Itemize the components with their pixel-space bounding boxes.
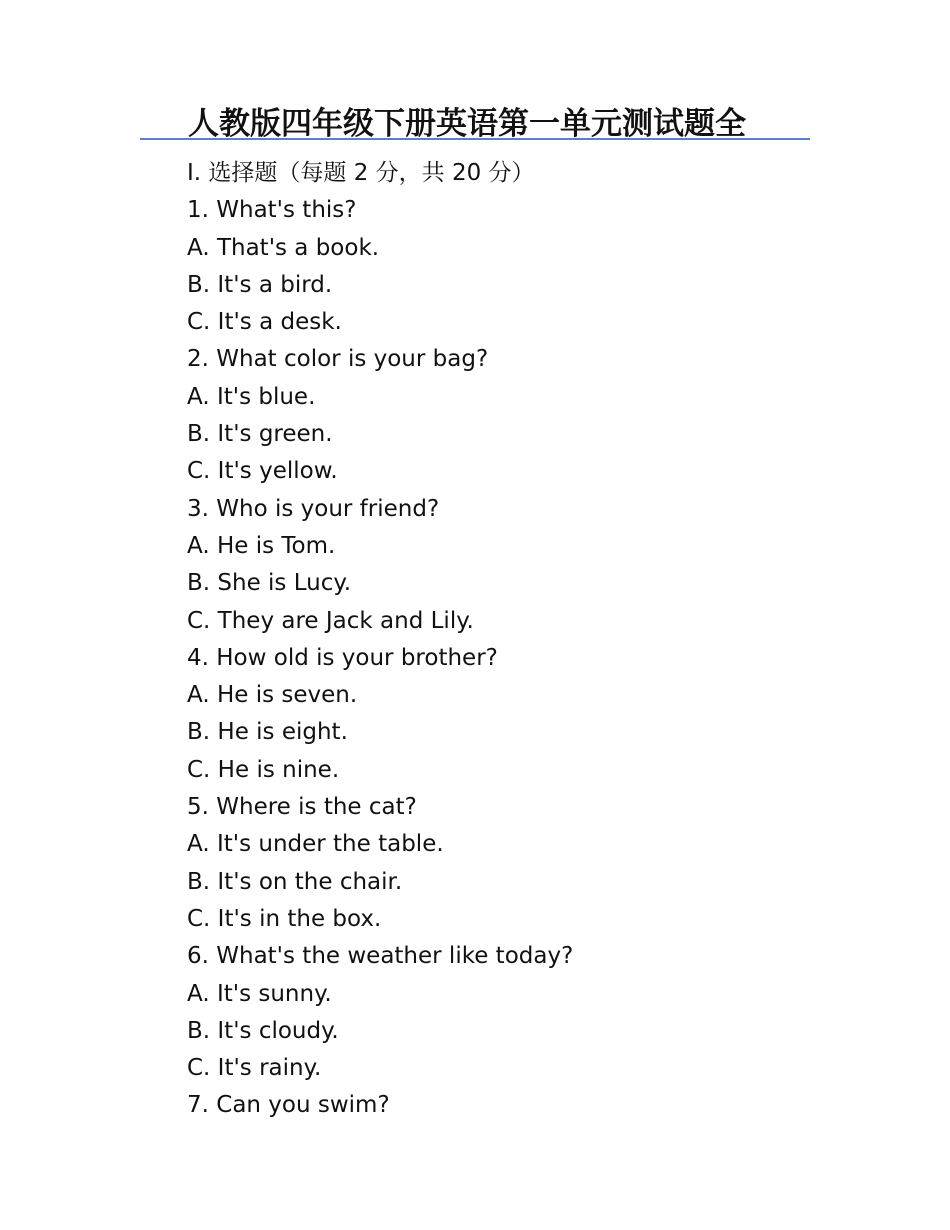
answer-option: B. It's green.: [187, 421, 333, 448]
answer-option: B. It's cloudy.: [187, 1017, 339, 1044]
document-body: [187, 155, 887, 1125]
question-text: 7. Can you swim?: [187, 1092, 390, 1119]
answer-option: B. It's a bird.: [187, 271, 333, 298]
answer-option: A. He is seven.: [187, 682, 358, 709]
answer-option: A. That's a book.: [187, 234, 380, 261]
answer-option: B. It's on the chair.: [187, 868, 403, 895]
answer-option: C. It's yellow.: [187, 458, 338, 485]
question-text: 6. What's the weather like today?: [187, 943, 574, 970]
answer-option: A. He is Tom.: [187, 532, 336, 559]
section-heading: I. 选择题（每题 2 分，共 20 分）: [187, 160, 535, 186]
question-text: 3. Who is your friend?: [187, 495, 440, 522]
question-text: 1. What's this?: [187, 197, 357, 224]
answer-option: C. They are Jack and Lily.: [187, 607, 474, 634]
answer-option: B. He is eight.: [187, 719, 348, 746]
title-underline: [140, 138, 810, 140]
document-title: 人教版四年级下册英语第一单元测试题全: [188, 106, 746, 142]
question-text: 5. Where is the cat?: [187, 794, 417, 821]
answer-option: C. It's in the box.: [187, 905, 382, 932]
answer-option: C. It's a desk.: [187, 309, 342, 336]
answer-option: A. It's blue.: [187, 383, 316, 410]
answer-option: A. It's sunny.: [187, 980, 332, 1007]
question-text: 4. How old is your brother?: [187, 644, 498, 671]
answer-option: B. She is Lucy.: [187, 570, 351, 597]
answer-option: A. It's under the table.: [187, 831, 444, 858]
question-text: 2. What color is your bag?: [187, 346, 489, 373]
answer-option: C. He is nine.: [187, 756, 340, 783]
answer-option: C. It's rainy.: [187, 1055, 322, 1082]
